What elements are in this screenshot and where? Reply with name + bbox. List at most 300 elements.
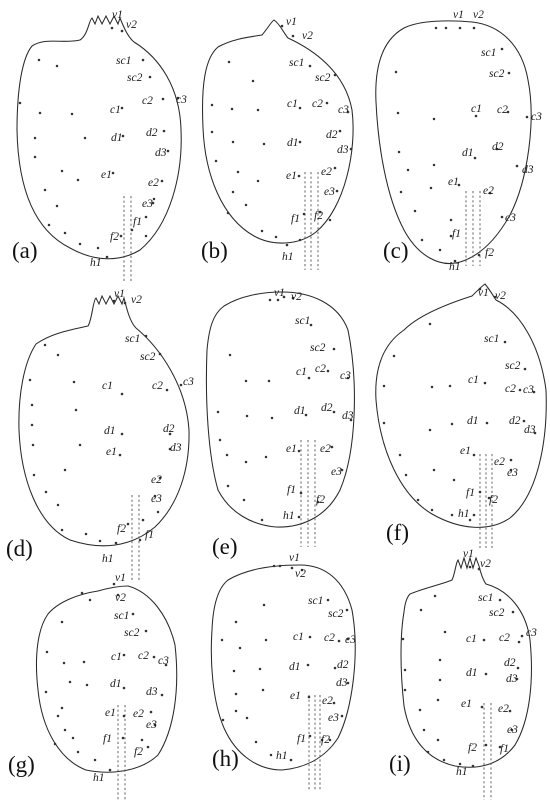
seta-v2-label-i: v2	[480, 558, 491, 570]
seta-dot-c-2	[445, 27, 448, 30]
seta-d2-label-c: d2	[492, 141, 504, 153]
seta-h1-label-g: h1	[93, 772, 105, 784]
seta-v2-label-g: v2	[115, 592, 126, 604]
seta-dot-a-15	[79, 243, 82, 246]
seta-sc1-label-d: sc1	[125, 333, 141, 345]
seta-f1-label-d: f1	[145, 529, 154, 541]
seta-dot-f-10	[405, 474, 408, 477]
seta-dot-d-4	[73, 381, 76, 384]
panel-e	[206, 287, 354, 559]
seta-c2-dot-h	[338, 640, 341, 643]
seta-dot-a-12	[56, 205, 59, 208]
seta-e2-label-h: e2	[322, 695, 333, 707]
seta-dot-f-12	[453, 479, 456, 482]
seta-e3-label-c: e3	[505, 212, 516, 224]
seta-h1-dot-i	[472, 765, 475, 768]
seta-sc1-dot-d	[145, 335, 148, 338]
seta-e2-dot-e	[331, 446, 334, 449]
panel-h	[211, 552, 356, 790]
seta-c2-dot-i	[518, 641, 521, 644]
seta-dot-a-8	[84, 137, 87, 140]
seta-c2-dot-b	[326, 102, 329, 105]
seta-dot-c-12	[421, 239, 424, 242]
seta-d2-dot-f	[523, 420, 526, 423]
seta-dot-g-1	[81, 592, 84, 595]
seta-sc1-label-e: sc1	[295, 315, 311, 327]
seta-v2-dot-a	[121, 30, 124, 33]
seta-sc1-label-f: sc1	[484, 333, 500, 345]
seta-e1-label-f: e1	[460, 445, 471, 457]
seta-dot-b-16	[275, 236, 278, 239]
seta-d1-dot-c	[474, 157, 477, 160]
seta-dot-i-6	[404, 669, 407, 672]
seta-v1-label-b: v1	[286, 16, 297, 28]
seta-dot-a-19	[153, 198, 156, 201]
seta-dot-h-16	[270, 754, 273, 757]
seta-dot-i-2	[420, 609, 423, 612]
seta-v1-dot-i	[469, 566, 472, 569]
seta-dot-h-13	[246, 717, 249, 720]
seta-sc1-dot-h	[327, 599, 330, 602]
seta-dot-b-15	[261, 230, 264, 233]
seta-dot-i-1	[434, 595, 437, 598]
seta-f1-label-e: f1	[287, 484, 296, 496]
seta-c3-dot-d	[180, 384, 183, 387]
seta-e3-label-e: e3	[331, 466, 342, 478]
seta-e1-dot-d	[119, 454, 122, 457]
seta-dot-b-14	[227, 212, 230, 215]
seta-dot-h-3	[263, 604, 266, 607]
seta-f2-label-c: f2	[485, 247, 494, 259]
seta-c1-dot-d	[121, 393, 124, 396]
seta-dot-b-5	[257, 109, 260, 112]
seta-v1-label-i: v1	[463, 548, 474, 560]
seta-dot-d-16	[99, 540, 102, 543]
panel-i	[389, 548, 537, 800]
seta-d2-label-f: d2	[509, 415, 521, 427]
seta-dot-a-2	[56, 65, 59, 68]
seta-dot-a-14	[64, 232, 67, 235]
seta-c2-label-e: c2	[315, 363, 326, 375]
seta-d3-label-b: d3	[337, 144, 349, 156]
seta-dot-a-10	[77, 179, 80, 182]
seta-h1-label-h: h1	[276, 750, 288, 762]
seta-dot-b-6	[211, 131, 214, 134]
seta-e2-dot-g	[150, 711, 153, 714]
seta-c3-label-i: c3	[526, 627, 537, 639]
seta-f2-label-a: f2	[110, 231, 119, 243]
seta-c3-label-a: c3	[176, 94, 187, 106]
seta-dot-f-5	[449, 385, 452, 388]
seta-c1-dot-b	[299, 107, 302, 110]
seta-d1-dot-d	[121, 433, 124, 436]
seta-h1-dot-h	[290, 759, 293, 762]
seta-dot-g-8	[69, 681, 72, 684]
body-outline-d	[19, 296, 189, 546]
seta-dot-e-9	[219, 439, 222, 442]
seta-d3-label-g: d3	[146, 686, 158, 698]
seta-c3-label-e: c3	[340, 370, 351, 382]
seta-v2-dot-b	[292, 35, 295, 38]
seta-dot-e-1	[269, 299, 272, 302]
seta-d2-label-d: d2	[163, 423, 175, 435]
seta-e1-label-b: e1	[286, 170, 297, 182]
seta-dot-a-1	[38, 59, 41, 62]
seta-dot-a-13	[48, 224, 51, 227]
seta-v2-label-h: v2	[295, 568, 306, 580]
seta-dot-f-3	[383, 385, 386, 388]
seta-f1-label-g: f1	[103, 733, 112, 745]
seta-d1-label-i: d1	[466, 667, 478, 679]
seta-e1-dot-i	[481, 706, 484, 709]
seta-dot-h-8	[233, 670, 236, 673]
seta-d2-label-i: d2	[504, 657, 516, 669]
seta-v2-dot-c	[473, 27, 476, 30]
seta-dot-b-18	[329, 219, 332, 222]
seta-dot-c-7	[407, 169, 410, 172]
seta-d3-label-a: d3	[155, 147, 167, 159]
seta-f2-label-h: f2	[321, 734, 330, 746]
seta-v2-label-d: v2	[131, 294, 142, 306]
seta-c2-label-g: c2	[138, 650, 149, 662]
seta-e3-dot-c	[501, 216, 504, 219]
seta-dot-c-13	[439, 249, 442, 252]
seta-h1-dot-g	[109, 769, 112, 772]
seta-v2-label-e: v2	[291, 291, 302, 303]
seta-d2-label-b: d2	[326, 129, 338, 141]
panel-label-b: (b)	[201, 238, 228, 263]
seta-sc2-dot-g	[145, 630, 148, 633]
seta-e1-label-c: e1	[448, 176, 459, 188]
seta-c2-dot-f	[519, 389, 522, 392]
seta-d1-label-h: d1	[289, 661, 301, 673]
seta-d1-dot-i	[485, 673, 488, 676]
seta-v1-dot-c	[459, 27, 462, 30]
seta-v2-label-a: v2	[126, 19, 137, 31]
seta-dot-i-4	[444, 631, 447, 634]
seta-dot-d-13	[57, 504, 60, 507]
seta-c3-label-c: c3	[531, 111, 542, 123]
panel-a	[12, 9, 187, 282]
seta-sc2-dot-e	[333, 348, 336, 351]
seta-c1-label-d: c1	[102, 380, 113, 392]
seta-dot-h-4	[235, 621, 238, 624]
seta-dot-c-5	[433, 118, 436, 121]
panel-label-f: (f)	[386, 520, 409, 545]
seta-c2-dot-g	[153, 656, 156, 659]
seta-v1-label-h: v1	[289, 552, 300, 564]
seta-d1-label-g: d1	[110, 678, 122, 690]
seta-c3-label-d: c3	[183, 376, 194, 388]
seta-h1-dot-d	[115, 542, 118, 545]
seta-c1-dot-i	[483, 639, 486, 642]
seta-c3-label-g: c3	[158, 655, 169, 667]
seta-sc1-dot-g	[132, 613, 135, 616]
seta-dot-i-12	[437, 739, 440, 742]
seta-f2-dot-c	[478, 254, 481, 257]
seta-dot-h-14	[222, 719, 225, 722]
seta-e1-dot-g	[123, 715, 126, 718]
seta-dot-c-6	[398, 151, 401, 154]
seta-sc2-label-i: sc2	[489, 607, 505, 619]
seta-dot-c-1	[435, 27, 438, 30]
seta-dot-a-9	[61, 170, 64, 173]
seta-dot-b-1	[228, 61, 231, 64]
seta-e1-label-g: e1	[105, 707, 116, 719]
seta-dot-a-17	[131, 229, 134, 232]
seta-sc1-dot-c	[501, 48, 504, 51]
seta-sc2-label-a: sc2	[127, 72, 143, 84]
seta-dot-i-13	[427, 751, 430, 754]
seta-dot-b-11	[257, 180, 260, 183]
seta-h1-label-a: h1	[90, 257, 102, 269]
seta-dot-h-15	[255, 741, 258, 744]
seta-v1-dot-d	[113, 300, 116, 303]
seta-f1-dot-g	[122, 737, 125, 740]
seta-dot-a-7	[71, 113, 74, 116]
seta-dot-c-8	[433, 164, 436, 167]
seta-c1-label-e: c1	[296, 366, 307, 378]
seta-e1-dot-b	[298, 175, 301, 178]
seta-sc1-label-c: sc1	[481, 47, 497, 59]
seta-e3-label-h: e3	[328, 712, 339, 724]
seta-f1-label-f: f1	[466, 487, 475, 499]
seta-f2-label-f: f2	[489, 494, 498, 506]
seta-dot-i-9	[437, 699, 440, 702]
seta-dot-f-6	[383, 422, 386, 425]
seta-d3-label-i: d3	[506, 673, 518, 685]
seta-dot-g-3	[61, 621, 64, 624]
seta-h1-dot-e	[298, 516, 301, 519]
seta-e3-dot-b	[336, 190, 339, 193]
seta-dot-f-1	[429, 323, 432, 326]
seta-e1-label-i: e1	[461, 698, 472, 710]
seta-v1-label-c: v1	[453, 9, 464, 21]
seta-dot-e-15	[261, 519, 264, 522]
seta-c1-label-c: c1	[471, 103, 482, 115]
seta-dot-a-3	[19, 102, 22, 105]
seta-dot-e-7	[246, 415, 249, 418]
panel-b	[201, 16, 353, 270]
seta-dot-e-11	[245, 461, 248, 464]
seta-d3-dot-b	[350, 148, 353, 151]
seta-sc1-dot-b	[309, 65, 312, 68]
seta-d1-label-f: d1	[467, 415, 479, 427]
seta-sc1-label-g: sc1	[114, 610, 130, 622]
seta-c2-dot-a	[162, 98, 165, 101]
seta-sc2-label-c: sc2	[489, 68, 505, 80]
seta-c2-label-i: c2	[499, 632, 510, 644]
seta-d1-dot-g	[123, 687, 126, 690]
seta-dot-i-14	[443, 759, 446, 762]
seta-dot-a-11	[44, 189, 47, 192]
seta-v1-label-a: v1	[112, 9, 123, 21]
seta-sc1-label-h: sc1	[308, 595, 324, 607]
seta-d3-label-h: d3	[336, 677, 348, 689]
seta-c2-dot-d	[166, 389, 169, 392]
seta-c1-dot-e	[308, 377, 311, 380]
seta-f1-label-c: f1	[452, 228, 461, 240]
seta-v2-label-f: v2	[495, 290, 506, 302]
seta-f1-dot-d	[142, 519, 145, 522]
seta-d2-label-a: d2	[146, 127, 158, 139]
seta-dot-g-13	[72, 737, 75, 740]
seta-c1-dot-g	[123, 654, 126, 657]
seta-e2-label-c: e2	[483, 185, 494, 197]
seta-f1-dot-b	[303, 213, 306, 216]
seta-c3-label-b: c3	[338, 104, 349, 116]
seta-e3-label-g: e3	[146, 719, 157, 731]
seta-f2-dot-a	[120, 235, 123, 238]
seta-sc1-label-a: sc1	[116, 55, 132, 67]
seta-sc2-dot-a	[149, 76, 152, 79]
seta-sc2-label-g: sc2	[124, 627, 140, 639]
seta-dot-b-10	[237, 171, 240, 174]
seta-f1-dot-a	[145, 216, 148, 219]
seta-e3-label-f: e3	[507, 467, 518, 479]
seta-h1-label-b: h1	[282, 251, 294, 263]
seta-d1-dot-b	[299, 141, 302, 144]
seta-sc1-label-b: sc1	[289, 57, 305, 69]
seta-dot-g-2	[89, 599, 92, 602]
seta-e2-label-b: e2	[321, 166, 332, 178]
seta-c1-label-h: c1	[293, 631, 304, 643]
seta-dot-c-11	[430, 187, 433, 190]
seta-dot-d-1	[44, 344, 47, 347]
seta-c1-dot-h	[309, 636, 312, 639]
seta-c1-label-i: c1	[466, 633, 477, 645]
seta-dot-d-3	[29, 379, 32, 382]
seta-c1-label-a: c1	[110, 104, 121, 116]
seta-sc2-dot-d	[159, 353, 162, 356]
seta-sc2-dot-h	[346, 609, 349, 612]
seta-f2-label-e: f2	[316, 494, 325, 506]
seta-dot-d-17	[139, 539, 142, 542]
seta-sc2-dot-f	[524, 368, 527, 371]
seta-e2-label-g: e2	[133, 708, 144, 720]
seta-h1-dot-b	[286, 244, 289, 247]
seta-dot-g-14	[54, 743, 57, 746]
seta-d3-dot-c	[516, 165, 519, 168]
seta-v1-label-d: v1	[114, 288, 125, 300]
seta-h1-label-c: h1	[449, 261, 461, 273]
seta-f1-dot-h	[309, 735, 312, 738]
seta-dot-e-13	[227, 485, 230, 488]
seta-dot-e-10	[226, 454, 229, 457]
seta-f1-dot-e	[300, 492, 303, 495]
seta-f1-label-a: f1	[133, 216, 142, 228]
body-outline-h	[211, 565, 355, 770]
seta-d3-label-e: d3	[342, 410, 354, 422]
seta-c2-label-a: c2	[142, 95, 153, 107]
seta-dot-d-6	[31, 424, 34, 427]
seta-sc2-dot-b	[334, 74, 337, 77]
panel-d	[6, 288, 194, 580]
seta-dot-b-13	[245, 204, 248, 207]
panel-label-g: (g)	[8, 752, 35, 777]
seta-dot-h-1	[273, 565, 276, 568]
seta-f1-dot-f	[479, 491, 482, 494]
seta-d3-label-f: d3	[524, 424, 536, 436]
seta-e1-label-h: e1	[290, 690, 301, 702]
seta-dot-b-3	[211, 104, 214, 107]
seta-h1-label-f: h1	[458, 508, 470, 520]
seta-e2-label-d: e2	[151, 474, 162, 486]
seta-f2-dot-g	[147, 746, 150, 749]
seta-dot-e-12	[265, 456, 268, 459]
seta-e2-dot-f	[510, 459, 513, 462]
seta-e3-dot-h	[341, 715, 344, 718]
seta-dot-h-10	[235, 693, 238, 696]
seta-d1-label-a: d1	[111, 132, 123, 144]
seta-e1-label-e: e1	[286, 443, 297, 455]
seta-e3-label-a: e3	[142, 198, 153, 210]
seta-d2-dot-a	[163, 130, 166, 133]
seta-dot-c-9	[400, 191, 403, 194]
seta-c2-label-h: c2	[324, 632, 335, 644]
seta-dot-g-5	[63, 662, 66, 665]
seta-d3-dot-a	[167, 150, 170, 153]
seta-dot-g-7	[45, 691, 48, 694]
seta-dot-i-8	[439, 679, 442, 682]
seta-sc1-label-i: sc1	[478, 592, 494, 604]
seta-sc2-label-f: sc2	[505, 360, 521, 372]
seta-v2-label-b: v2	[302, 30, 313, 42]
seta-f2-label-i: f2	[468, 742, 477, 754]
seta-dot-c-10	[414, 210, 417, 213]
seta-f2-dot-i	[485, 744, 488, 747]
seta-sc2-label-e: sc2	[310, 342, 326, 354]
seta-dot-g-15	[77, 751, 80, 754]
seta-sc2-label-d: sc2	[140, 351, 156, 363]
seta-dot-g-16	[94, 759, 97, 762]
seta-c3-label-f: c3	[523, 384, 534, 396]
seta-dot-i-11	[423, 729, 426, 732]
seta-d2-dot-b	[339, 130, 342, 133]
seta-dot-f-14	[431, 509, 434, 512]
seta-dot-h-5	[221, 639, 224, 642]
seta-e1-dot-e	[298, 450, 301, 453]
seta-dot-b-4	[231, 108, 234, 111]
seta-d2-dot-e	[333, 411, 336, 414]
seta-dot-d-2	[57, 354, 60, 357]
seta-c3-dot-c	[526, 116, 529, 119]
seta-c3-label-h: c3	[345, 634, 356, 646]
seta-d1-label-e: d1	[294, 405, 306, 417]
panel-label-d: (d)	[6, 536, 33, 561]
seta-dot-g-9	[86, 684, 89, 687]
seta-f2-label-b: f2	[314, 210, 323, 222]
seta-d1-dot-f	[486, 422, 489, 425]
seta-d1-label-b: d1	[287, 137, 299, 149]
seta-f1-label-h: f1	[297, 733, 306, 745]
panel-label-h: (h)	[212, 746, 239, 771]
seta-c2-label-c: c2	[497, 104, 508, 116]
seta-e3-label-i: e3	[507, 724, 518, 736]
seta-dot-e-8	[271, 417, 274, 420]
seta-e2-dot-h	[333, 702, 336, 705]
seta-dot-h-9	[259, 668, 262, 671]
seta-dot-e-2	[277, 299, 280, 302]
seta-dot-d-12	[45, 491, 48, 494]
seta-dot-i-10	[419, 709, 422, 712]
seta-dot-f-9	[399, 454, 402, 457]
seta-dot-g-4	[46, 651, 49, 654]
seta-d2-label-e: d2	[321, 402, 333, 414]
seta-sc2-dot-c	[508, 72, 511, 75]
seta-v1-label-g: v1	[115, 572, 126, 584]
panel-label-a: (a)	[12, 238, 38, 263]
